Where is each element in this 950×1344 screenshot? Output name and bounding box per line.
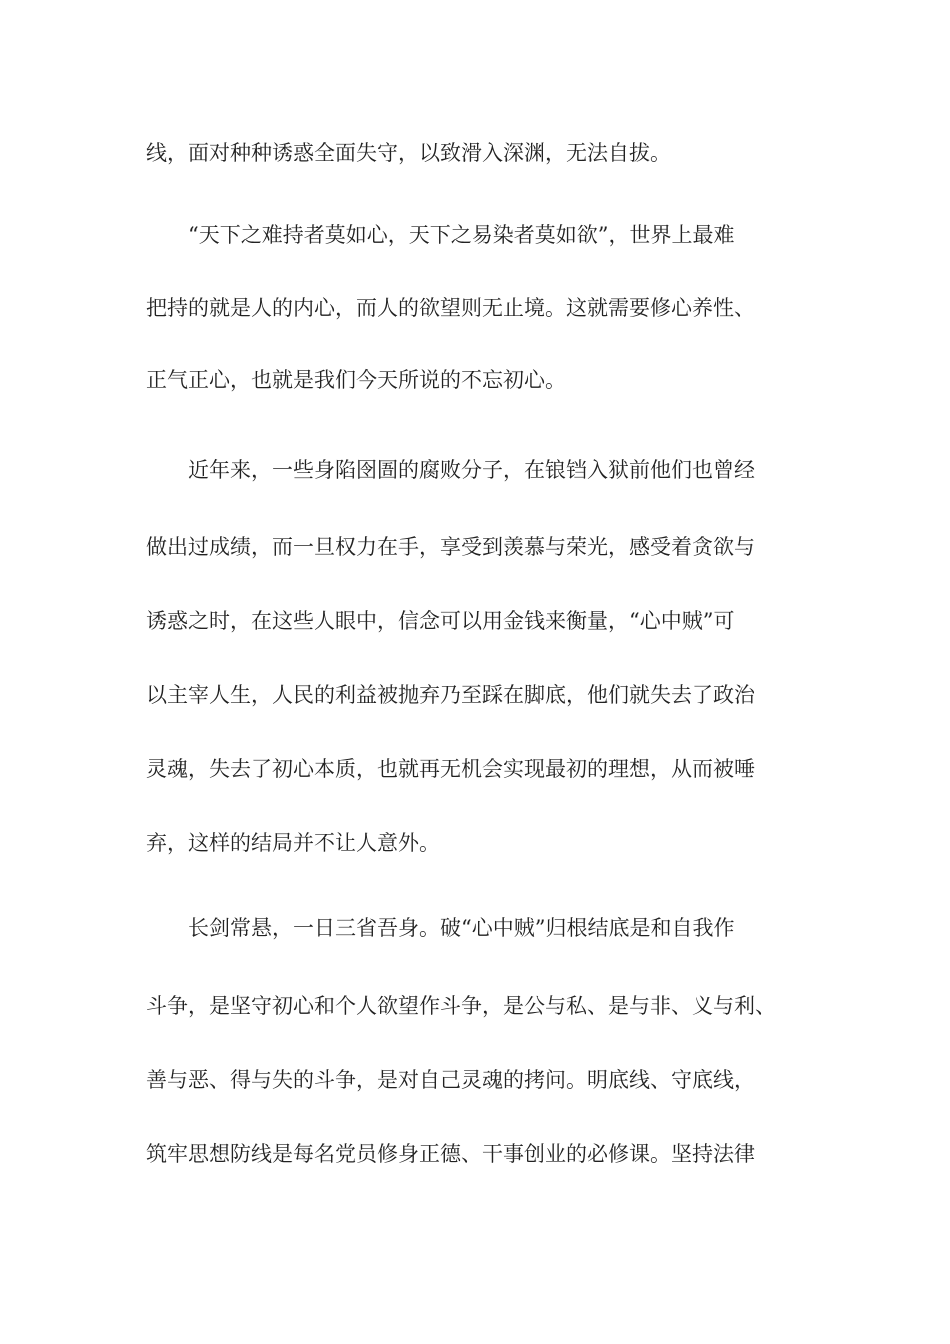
text-line: 长剑常悬，一日三省吾身。破“心中贼”归根结底是和自我作 <box>188 916 735 940</box>
text-line: 弃，这样的结局并不让人意外。 <box>146 831 440 855</box>
text-line: 筑牢思想防线是每名党员修身正德、干事创业的必修课。坚持法律 <box>146 1142 755 1166</box>
text-line: 正气正心，也就是我们今天所说的不忘初心。 <box>146 368 566 392</box>
text-line: 灵魂，失去了初心本质，也就再无机会实现最初的理想，从而被唾 <box>146 757 755 781</box>
text-line: 做出过成绩，而一旦权力在手，享受到羡慕与荣光，感受着贪欲与 <box>146 535 755 559</box>
text-line: 近年来，一些身陷囹圄的腐败分子，在锒铛入狱前他们也曾经 <box>188 458 755 482</box>
text-line: 线，面对种种诱惑全面失守，以致滑入深渊，无法自拔。 <box>146 141 671 165</box>
text-line: 斗争，是坚守初心和个人欲望作斗争，是公与私、是与非、义与利、 <box>146 994 776 1018</box>
text-line: 把持的就是人的内心，而人的欲望则无止境。这就需要修心养性、 <box>146 296 755 320</box>
text-line: 善与恶、得与失的斗争，是对自己灵魂的拷问。明底线、守底线， <box>146 1068 755 1092</box>
text-line: 诱惑之时，在这些人眼中，信念可以用金钱来衡量，“心中贼”可 <box>146 609 735 633</box>
text-line: 以主宰人生，人民的利益被抛弃乃至踩在脚底，他们就失去了政治 <box>146 683 755 707</box>
text-line: “天下之难持者莫如心，天下之易染者莫如欲”，世界上最难 <box>188 223 735 247</box>
